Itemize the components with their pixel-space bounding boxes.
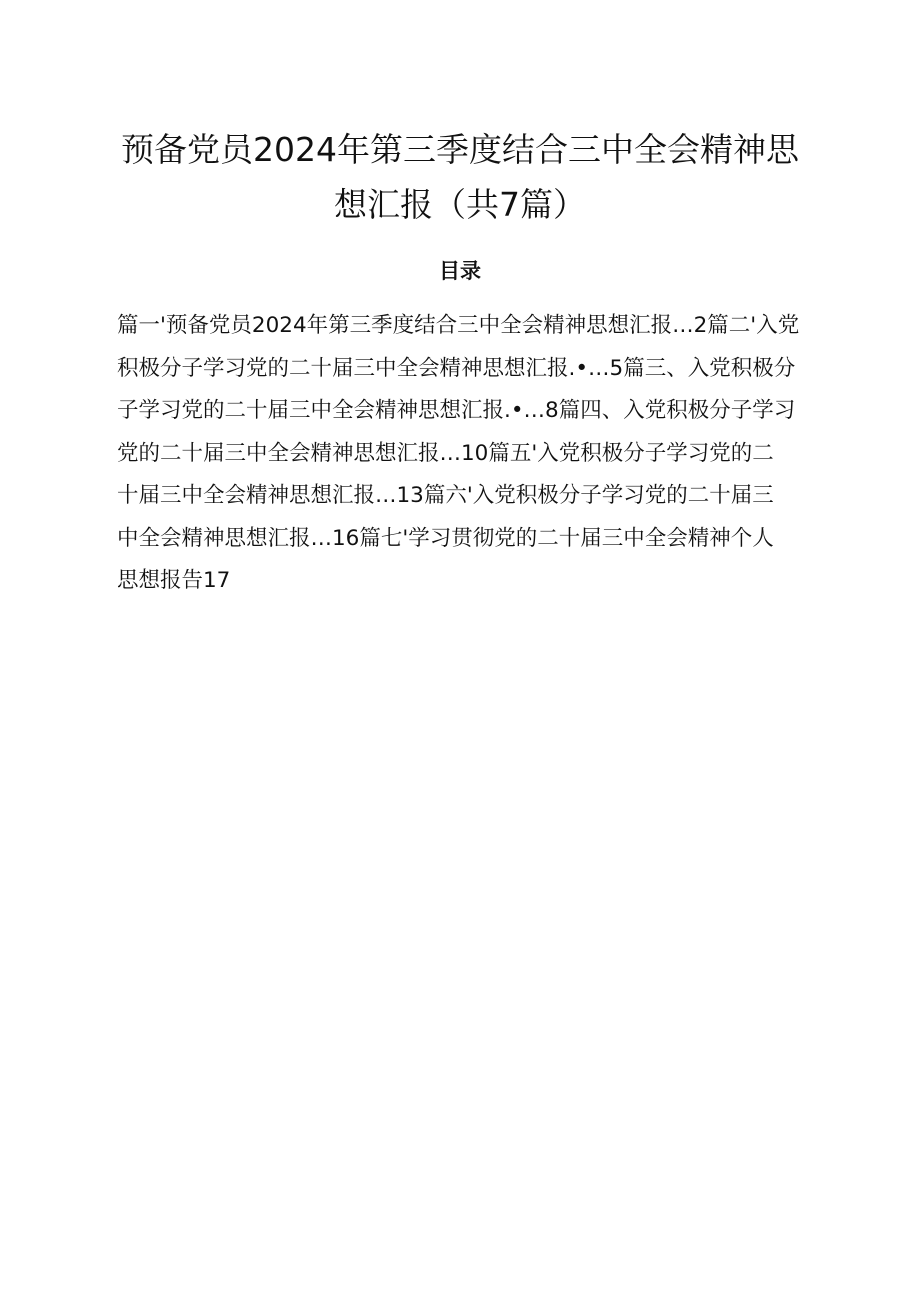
document-title	[120, 122, 800, 232]
title-line: 预备党员2024年第三季度结合三中全会精神思	[121, 130, 799, 169]
table-of-contents	[117, 305, 837, 603]
toc-line: 篇一'预备党员2024年第三季度结合三中全会精神思想汇报…2篇二'入党	[117, 313, 800, 338]
toc-line: 十届三中全会精神思想汇报…13篇六'入党积极分子学习党的二十届三	[117, 483, 774, 508]
title-line: 想汇报（共7篇）	[334, 185, 586, 224]
toc-heading: 目录	[439, 259, 481, 283]
toc-line: 党的二十届三中全会精神思想汇报…10篇五'入党积极分子学习党的二	[117, 440, 774, 466]
toc-line: 子学习党的二十届三中全会精神思想汇报.•…8篇四、入党积极分子学习	[117, 398, 796, 423]
toc-line: 中全会精神思想汇报…16篇七'学习贯彻党的二十届三中全会精神个人	[117, 525, 774, 551]
toc-line: 思想报告17	[117, 568, 231, 593]
toc-line: 积极分子学习党的二十届三中全会精神思想汇报.•…5篇三、入党积极分	[117, 355, 796, 381]
